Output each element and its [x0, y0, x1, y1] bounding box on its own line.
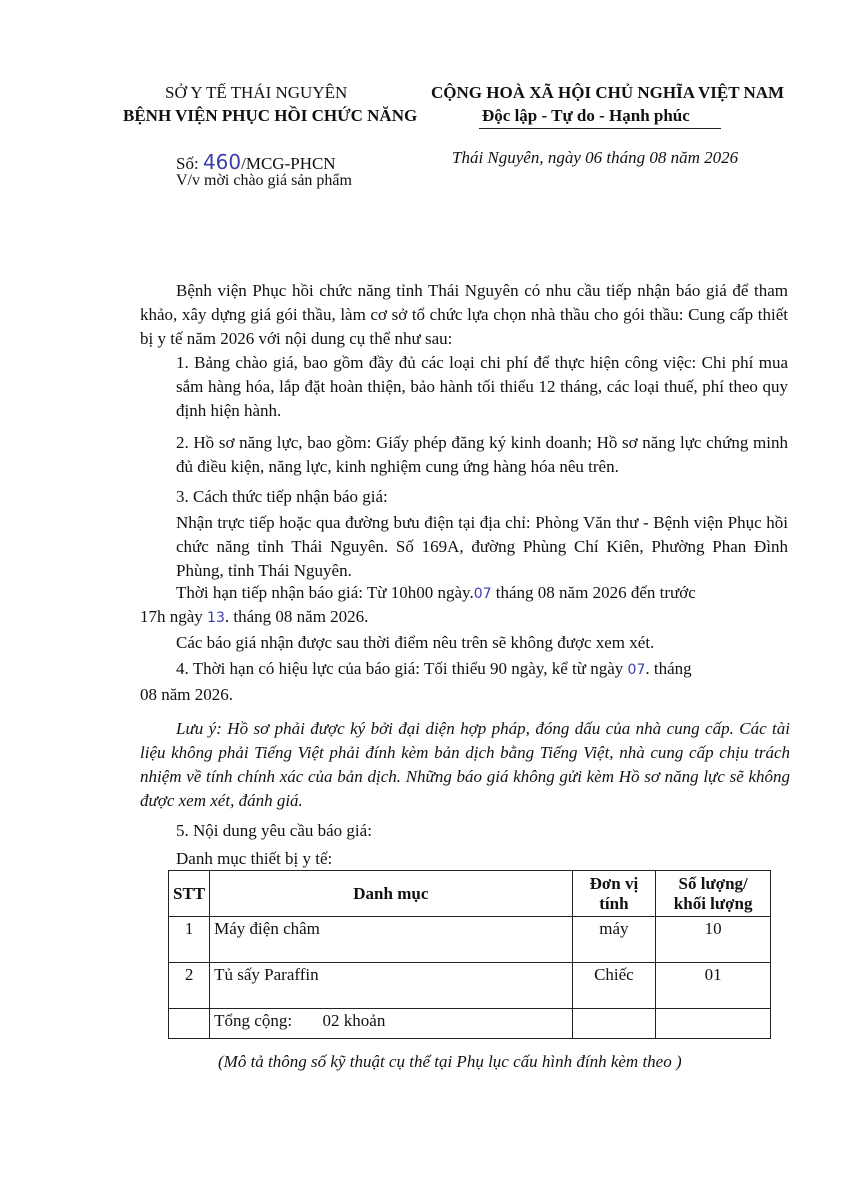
header-name: Danh mục: [210, 871, 572, 917]
total-stt: [169, 1009, 210, 1039]
doc-number-suffix: /MCG-PHCN: [241, 154, 336, 173]
item3-text: 3. Cách thức tiếp nhận báo giá:: [176, 487, 388, 506]
doc-number: [176, 150, 336, 174]
total-label: Tổng cộng:: [214, 1011, 293, 1030]
header-unit-l1: Đơn vị: [589, 873, 639, 893]
late-note: Các báo giá nhận được sau thời điểm nêu trên sẽ không được xem xét.: [176, 633, 655, 652]
header-qty-l1: Số lượng/: [678, 873, 748, 893]
footer-note: (Mô tả thông số kỹ thuật cụ thể tại Phụ lục cấu hình đính kèm theo ): [218, 1052, 682, 1071]
total-cell: [210, 1009, 572, 1039]
deadline-text-d: tháng 08 năm 2026.: [233, 607, 369, 626]
table-header-row: [169, 871, 771, 917]
list-title: Danh mục thiết bị y tế:: [176, 849, 333, 868]
doc-subject: V/v mời chào giá sản phẩm: [176, 172, 352, 189]
item3-detail: Nhận trực tiếp hoặc qua đường bưu điện tại địa chỉ: Phòng Văn thư - Bệnh viện Phục hồi chức năng tỉnh Thái Nguyên. Số 169A, đường Phùng Chí Kiên, Phường Phan Đình Phùng, tỉnh Thái Nguyên.: [176, 513, 788, 580]
note-text: Hồ sơ phải được ký bởi đại diện hợp pháp, đóng dấu của nhà cung cấp. Các tài liệu không phải Tiếng Việt phải đính kèm bản dịch bằng Tiếng Việt, nhà cung cấp chịu trách nhiệm về tính chính xác của bản dịch. Những báo giá không gửi kèm Hồ sơ năng lực sẽ không được xem xét, đánh giá.: [140, 719, 791, 810]
dept-line2: BỆNH VIỆN PHỤC HỒI CHỨC NĂNG: [123, 106, 418, 125]
item4-text-b: tháng: [653, 659, 692, 678]
equipment-table: [168, 870, 771, 1039]
deadline-text-b: tháng 08 năm 2026 đến trước: [495, 583, 696, 602]
deadline-day1-handwritten: 07: [473, 586, 492, 602]
header-qty-l2: khối lượng: [673, 893, 753, 913]
table-row: [169, 917, 771, 963]
row1-qty: 10: [656, 917, 771, 963]
item5-text: 5. Nội dung yêu cầu báo giá:: [176, 821, 372, 840]
doc-number-handwritten: 460: [202, 150, 242, 174]
nation-line1: CỘNG HOÀ XÃ HỘI CHỦ NGHĨA VIỆT NAM: [431, 83, 785, 102]
note-paragraph: [140, 717, 790, 813]
nation-line2: Độc lập - Tự do - Hạnh phúc: [482, 106, 690, 125]
header-qty: [656, 871, 771, 917]
table-total-row: [169, 1009, 771, 1039]
table-row: [169, 963, 771, 1009]
row2-name: Tủ sấy Paraffin: [210, 963, 572, 1009]
deadline-dots2: .: [224, 607, 230, 626]
total-unit: [572, 1009, 656, 1039]
deadline-text-c: 17h ngày: [140, 607, 203, 626]
deadline-line1: [176, 583, 696, 603]
item2-text: 2. Hồ sơ năng lực, bao gồm: Giấy phép đăng ký kinh doanh; Hồ sơ năng lực chứng minh đủ điều kiện, năng lực, kinh nghiệm cung ứng hàng hóa nêu trên.: [176, 433, 788, 476]
doc-number-prefix: Số:: [176, 154, 199, 173]
deadline-dots1: .: [469, 583, 474, 602]
row2-stt: 2: [169, 963, 210, 1009]
item4-text-a: 4. Thời hạn có hiệu lực của báo giá: Tối thiểu 90 ngày, kể từ ngày: [176, 659, 624, 678]
item4-line1: [176, 659, 692, 679]
total-qty: [656, 1009, 771, 1039]
deadline-day2-handwritten: 13: [207, 610, 225, 626]
place-date: Thái Nguyên, ngày 06 tháng 08 năm 2026: [452, 148, 739, 167]
dept-line1: SỞ Y TẾ THÁI NGUYÊN: [165, 83, 348, 102]
note-label: Lưu ý:: [176, 719, 222, 738]
header-stt: STT: [169, 871, 210, 917]
header-unit-l2: tính: [599, 893, 629, 913]
row1-unit: máy: [572, 917, 656, 963]
item4-dots: .: [645, 659, 650, 678]
deadline-line2: [140, 607, 368, 627]
item4-line2: 08 năm 2026.: [140, 685, 234, 704]
nation-underline: [479, 128, 721, 129]
row1-stt: 1: [169, 917, 210, 963]
row2-qty: 01: [656, 963, 771, 1009]
intro-text: Bệnh viện Phục hồi chức năng tỉnh Thái Nguyên có nhu cầu tiếp nhận báo giá để tham khảo, xây dựng giá gói thầu, làm cơ sở tổ chức lựa chọn nhà thầu cho gói thầu: Cung cấp thiết bị y tế năm 2026 với nội dung cụ thể như sau:: [140, 281, 788, 348]
item1-text: 1. Bảng chào giá, bao gồm đầy đủ các loại chi phí để thực hiện công việc: Chi phí mua sắm hàng hóa, lắp đặt hoàn thiện, bảo hành tối thiểu 12 tháng, các loại thuế, phí theo quy định hiện hành.: [176, 353, 788, 420]
row2-unit: Chiếc: [572, 963, 656, 1009]
item4-day-handwritten: 07: [627, 662, 646, 678]
deadline-text-a: Thời hạn tiếp nhận báo giá: Từ 10h00 ngày: [176, 583, 470, 602]
row1-name: Máy điện châm: [210, 917, 572, 963]
header-unit: [572, 871, 656, 917]
total-value: 02 khoản: [322, 1011, 386, 1030]
